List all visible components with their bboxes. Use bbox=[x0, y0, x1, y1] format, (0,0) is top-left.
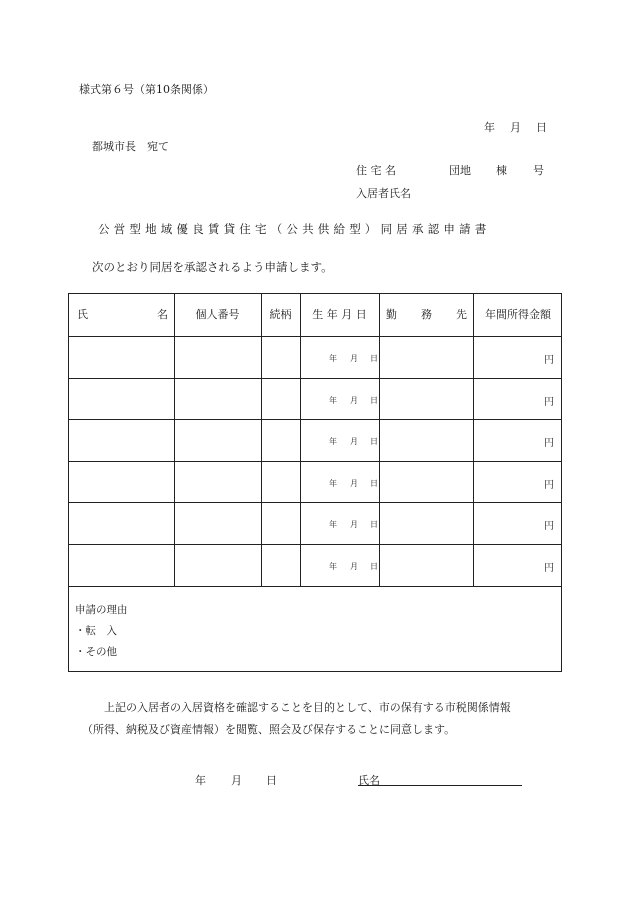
sign-month: 月 bbox=[231, 774, 242, 787]
date-year: 年 bbox=[484, 121, 495, 134]
document-title: 公営型地域優良賃貸住宅（公共供給型）同居承認申請書 bbox=[98, 222, 491, 236]
form-number: 様式第６号（第10条関係） bbox=[79, 83, 214, 96]
reason-option-other: ・その他 bbox=[75, 646, 117, 658]
danchi-label: 団地 bbox=[449, 164, 471, 177]
date-month: 月 bbox=[510, 121, 521, 134]
reason-label: 申請の理由 bbox=[75, 604, 128, 616]
header-individual-number: 個人番号 bbox=[195, 308, 240, 321]
signature-line bbox=[358, 785, 522, 786]
residence-label: 住 宅 名 bbox=[356, 164, 396, 177]
building-label: 棟 bbox=[496, 164, 507, 177]
consent-line-2: （所得、納税及び資産情報）を閲覧、照会及び保存することに同意します。 bbox=[82, 723, 456, 736]
consent-line-1: 上記の入居者の入居資格を確認することを目的として、市の保有する市税関係情報 bbox=[104, 701, 511, 714]
addressee: 都城市長 宛て bbox=[92, 140, 169, 153]
header-relationship: 続柄 bbox=[269, 308, 292, 321]
sign-year: 年 bbox=[195, 774, 206, 787]
reason-option-transfer: ・転 入 bbox=[75, 625, 117, 637]
sign-day: 日 bbox=[266, 774, 277, 787]
cohabitant-table: 氏 名 個人番号 続柄 生 年 月 日 勤 務 先 年間所得金額 年 月 日 円 年 月 日 円 年 月 日 円 年 月 日 円 年 月 日 円 年 月 日 円 申請の理由 ・転 入 ・その他 bbox=[68, 293, 562, 672]
reason-block bbox=[75, 600, 128, 663]
header-name: 氏 名 bbox=[77, 308, 168, 321]
header-workplace: 勤 務 先 bbox=[386, 308, 467, 321]
header-annual-income: 年間所得金額 bbox=[485, 308, 551, 321]
consent-statement bbox=[82, 697, 552, 741]
occupant-name-label: 入居者氏名 bbox=[356, 187, 411, 200]
sign-name-label: 氏名 bbox=[358, 774, 380, 787]
submission-date bbox=[484, 119, 547, 135]
intro-text: 次のとおり同居を承認されるよう申請します。 bbox=[92, 260, 333, 274]
room-label: 号 bbox=[533, 164, 544, 177]
date-day: 日 bbox=[536, 121, 547, 134]
header-birth-date: 生 年 月 日 bbox=[312, 308, 367, 321]
